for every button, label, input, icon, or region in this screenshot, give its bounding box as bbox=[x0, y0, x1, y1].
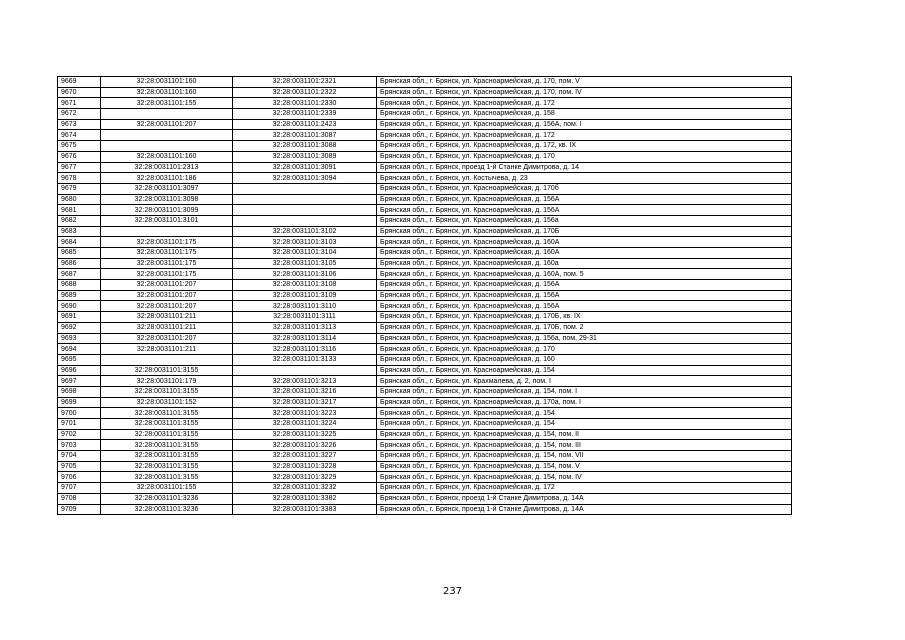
address-cell: Брянская обл., г. Брянск, ул. Красноармейская, д. 154 bbox=[377, 419, 792, 430]
table-row bbox=[58, 109, 792, 120]
table-row bbox=[58, 183, 792, 194]
cadastral-number-cell: 32:28:0031101:3088 bbox=[233, 141, 377, 152]
row-number-cell: 9705 bbox=[58, 461, 101, 472]
row-number-cell: 9709 bbox=[58, 504, 101, 515]
address-cell: Брянская обл., г. Брянск, ул. Красноармейская, д. 160А, пом. 5 bbox=[377, 269, 792, 280]
row-number-cell: 9670 bbox=[58, 87, 101, 98]
table-row bbox=[58, 237, 792, 248]
address-cell: Брянская обл., г. Брянск, ул. Красноармейская, д. 170 bbox=[377, 151, 792, 162]
row-number-cell: 9698 bbox=[58, 386, 101, 397]
cadastral-number-cell: 32:28:0031101:3382 bbox=[233, 493, 377, 504]
parent-cadastral-number-cell: 32:28:0031101:3236 bbox=[101, 504, 233, 515]
address-cell: Брянская обл., г. Брянск, ул. Красноармейская, д. 160А bbox=[377, 237, 792, 248]
cadastral-number-cell: 32:28:0031101:3108 bbox=[233, 280, 377, 291]
cadastral-number-cell: 32:28:0031101:2339 bbox=[233, 109, 377, 120]
table-row bbox=[58, 483, 792, 494]
row-number-cell: 9690 bbox=[58, 301, 101, 312]
address-cell: Брянская обл., г. Брянск, ул. Красноармейская, д. 154, пом. II bbox=[377, 429, 792, 440]
parent-cadastral-number-cell: 32:28:0031101:160 bbox=[101, 151, 233, 162]
parent-cadastral-number-cell: 32:28:0031101:207 bbox=[101, 280, 233, 291]
cadastral-number-cell: 32:28:0031101:3091 bbox=[233, 162, 377, 173]
table-row bbox=[58, 419, 792, 430]
parent-cadastral-number-cell bbox=[101, 141, 233, 152]
table-row bbox=[58, 248, 792, 259]
address-cell: Брянская обл., г. Брянск, ул. Красноармейская, д. 154, пом. VII bbox=[377, 451, 792, 462]
table-row bbox=[58, 301, 792, 312]
parent-cadastral-number-cell: 32:28:0031101:3155 bbox=[101, 440, 233, 451]
row-number-cell: 9704 bbox=[58, 451, 101, 462]
parent-cadastral-number-cell: 32:28:0031101:3155 bbox=[101, 461, 233, 472]
cadastral-number-cell: 32:28:0031101:3102 bbox=[233, 226, 377, 237]
parent-cadastral-number-cell: 32:28:0031101:155 bbox=[101, 483, 233, 494]
address-cell: Брянская обл., г. Брянск, ул. Красноармейская, д. 160 bbox=[377, 354, 792, 365]
parent-cadastral-number-cell: 32:28:0031101:160 bbox=[101, 87, 233, 98]
cadastral-number-cell: 32:28:0031101:3226 bbox=[233, 440, 377, 451]
row-number-cell: 9688 bbox=[58, 280, 101, 291]
cadastral-number-cell: 32:28:0031101:3223 bbox=[233, 408, 377, 419]
parent-cadastral-number-cell: 32:28:0031101:3155 bbox=[101, 365, 233, 376]
parent-cadastral-number-cell: 32:28:0031101:207 bbox=[101, 119, 233, 130]
table-row bbox=[58, 344, 792, 355]
cadastral-number-cell bbox=[233, 194, 377, 205]
table-row bbox=[58, 151, 792, 162]
parent-cadastral-number-cell: 32:28:0031101:179 bbox=[101, 376, 233, 387]
row-number-cell: 9680 bbox=[58, 194, 101, 205]
table-row bbox=[58, 226, 792, 237]
row-number-cell: 9706 bbox=[58, 472, 101, 483]
table-row bbox=[58, 333, 792, 344]
table-row bbox=[58, 215, 792, 226]
row-number-cell: 9702 bbox=[58, 429, 101, 440]
cadastral-number-cell: 32:28:0031101:3113 bbox=[233, 322, 377, 333]
table-row bbox=[58, 280, 792, 291]
cadastral-number-cell: 32:28:0031101:3229 bbox=[233, 472, 377, 483]
parent-cadastral-number-cell: 32:28:0031101:175 bbox=[101, 269, 233, 280]
cadastral-number-cell: 32:28:0031101:3105 bbox=[233, 258, 377, 269]
row-number-cell: 9693 bbox=[58, 333, 101, 344]
table-row bbox=[58, 119, 792, 130]
parent-cadastral-number-cell bbox=[101, 226, 233, 237]
cadastral-number-cell: 32:28:0031101:3383 bbox=[233, 504, 377, 515]
cadastral-number-cell: 32:28:0031101:3116 bbox=[233, 344, 377, 355]
parent-cadastral-number-cell: 32:28:0031101:3236 bbox=[101, 493, 233, 504]
parent-cadastral-number-cell: 32:28:0031101:3155 bbox=[101, 472, 233, 483]
address-cell: Брянская обл., г. Брянск, ул. Красноармейская, д. 158 bbox=[377, 109, 792, 120]
parent-cadastral-number-cell: 32:28:0031101:3155 bbox=[101, 451, 233, 462]
row-number-cell: 9685 bbox=[58, 248, 101, 259]
cadastral-number-cell: 32:28:0031101:3089 bbox=[233, 151, 377, 162]
page-number: 237 bbox=[442, 586, 463, 597]
row-number-cell: 9686 bbox=[58, 258, 101, 269]
address-cell: Брянская обл., г. Брянск, ул. Крахмалева, д. 2, пом. I bbox=[377, 376, 792, 387]
address-cell: Брянская обл., г. Брянск, ул. Красноармейская, д. 170 bbox=[377, 344, 792, 355]
address-cell: Брянская обл., г. Брянск, проезд 1-й Станке Димитрова, д. 14 bbox=[377, 162, 792, 173]
address-cell: Брянская обл., г. Брянск, ул. Красноармейская, д. 170, пом. IV bbox=[377, 87, 792, 98]
parent-cadastral-number-cell: 32:28:0031101:3101 bbox=[101, 215, 233, 226]
cadastral-number-cell: 32:28:0031101:2330 bbox=[233, 98, 377, 109]
row-number-cell: 9674 bbox=[58, 130, 101, 141]
row-number-cell: 9703 bbox=[58, 440, 101, 451]
row-number-cell: 9673 bbox=[58, 119, 101, 130]
parent-cadastral-number-cell bbox=[101, 354, 233, 365]
row-number-cell: 9696 bbox=[58, 365, 101, 376]
parent-cadastral-number-cell: 32:28:0031101:152 bbox=[101, 397, 233, 408]
address-cell: Брянская обл., г. Брянск, ул. Красноармейская, д. 170Б bbox=[377, 226, 792, 237]
address-cell: Брянская обл., г. Брянск, проезд 1-й Станке Димитрова, д. 14А bbox=[377, 504, 792, 515]
cadastral-number-cell: 32:28:0031101:3110 bbox=[233, 301, 377, 312]
row-number-cell: 9681 bbox=[58, 205, 101, 216]
parent-cadastral-number-cell: 32:28:0031101:160 bbox=[101, 77, 233, 88]
cadastral-number-cell: 32:28:0031101:3228 bbox=[233, 461, 377, 472]
address-cell: Брянская обл., г. Брянск, ул. Красноармейская, д. 154, пом. I bbox=[377, 386, 792, 397]
cadastral-number-cell: 32:28:0031101:3104 bbox=[233, 248, 377, 259]
address-cell: Брянская обл., г. Брянск, ул. Красноармейская, д. 156а, пом. 29-31 bbox=[377, 333, 792, 344]
row-number-cell: 9671 bbox=[58, 98, 101, 109]
row-number-cell: 9684 bbox=[58, 237, 101, 248]
table-row bbox=[58, 472, 792, 483]
address-cell: Брянская обл., г. Брянск, ул. Красноармейская, д. 172 bbox=[377, 98, 792, 109]
parent-cadastral-number-cell: 32:28:0031101:3099 bbox=[101, 205, 233, 216]
table-row bbox=[58, 141, 792, 152]
row-number-cell: 9699 bbox=[58, 397, 101, 408]
cadastral-number-cell: 32:28:0031101:3109 bbox=[233, 290, 377, 301]
address-cell: Брянская обл., г. Брянск, ул. Красноармейская, д. 170б bbox=[377, 183, 792, 194]
table-row bbox=[58, 354, 792, 365]
cadastral-table bbox=[57, 76, 792, 515]
row-number-cell: 9700 bbox=[58, 408, 101, 419]
parent-cadastral-number-cell: 32:28:0031101:3155 bbox=[101, 386, 233, 397]
parent-cadastral-number-cell: 32:28:0031101:3098 bbox=[101, 194, 233, 205]
table-row bbox=[58, 408, 792, 419]
parent-cadastral-number-cell: 32:28:0031101:3155 bbox=[101, 408, 233, 419]
address-cell: Брянская обл., г. Брянск, ул. Красноармейская, д. 170Б, пом. 2 bbox=[377, 322, 792, 333]
table-row bbox=[58, 429, 792, 440]
address-cell: Брянская обл., г. Брянск, ул. Красноармейская, д. 160а bbox=[377, 258, 792, 269]
address-cell: Брянская обл., г. Брянск, ул. Красноармейская, д. 154, пом. V bbox=[377, 461, 792, 472]
cadastral-number-cell: 32:28:0031101:3232 bbox=[233, 483, 377, 494]
cadastral-number-cell bbox=[233, 183, 377, 194]
address-cell: Брянская обл., г. Брянск, ул. Красноармейская, д. 156А, пом. I bbox=[377, 119, 792, 130]
parent-cadastral-number-cell: 32:28:0031101:175 bbox=[101, 237, 233, 248]
row-number-cell: 9687 bbox=[58, 269, 101, 280]
address-cell: Брянская обл., г. Брянск, ул. Красноармейская, д. 154 bbox=[377, 408, 792, 419]
parent-cadastral-number-cell: 32:28:0031101:2313 bbox=[101, 162, 233, 173]
cadastral-number-cell: 32:28:0031101:3111 bbox=[233, 312, 377, 323]
address-cell: Брянская обл., г. Брянск, ул. Красноармейская, д. 156А bbox=[377, 301, 792, 312]
address-cell: Брянская обл., г. Брянск, ул. Красноармейская, д. 154, пом. IV bbox=[377, 472, 792, 483]
address-cell: Брянская обл., г. Брянск, ул. Красноармейская, д. 170, пом. V bbox=[377, 77, 792, 88]
table-row bbox=[58, 173, 792, 184]
parent-cadastral-number-cell: 32:28:0031101:3155 bbox=[101, 419, 233, 430]
cadastral-number-cell: 32:28:0031101:3103 bbox=[233, 237, 377, 248]
row-number-cell: 9708 bbox=[58, 493, 101, 504]
row-number-cell: 9682 bbox=[58, 215, 101, 226]
cadastral-number-cell: 32:28:0031101:3133 bbox=[233, 354, 377, 365]
table-row bbox=[58, 312, 792, 323]
address-cell: Брянская обл., г. Брянск, ул. Красноармейская, д. 156А bbox=[377, 194, 792, 205]
parent-cadastral-number-cell: 32:28:0031101:211 bbox=[101, 344, 233, 355]
parent-cadastral-number-cell: 32:28:0031101:207 bbox=[101, 333, 233, 344]
row-number-cell: 9676 bbox=[58, 151, 101, 162]
cadastral-number-cell: 32:28:0031101:3213 bbox=[233, 376, 377, 387]
row-number-cell: 9697 bbox=[58, 376, 101, 387]
table-row bbox=[58, 386, 792, 397]
address-cell: Брянская обл., г. Брянск, ул. Красноармейская, д. 154 bbox=[377, 365, 792, 376]
table-row bbox=[58, 365, 792, 376]
table-row bbox=[58, 504, 792, 515]
address-cell: Брянская обл., г. Брянск, ул. Костычева, д. 23 bbox=[377, 173, 792, 184]
parent-cadastral-number-cell: 32:28:0031101:207 bbox=[101, 290, 233, 301]
table-row bbox=[58, 461, 792, 472]
cadastral-number-cell: 32:28:0031101:3225 bbox=[233, 429, 377, 440]
table-body bbox=[58, 77, 792, 515]
address-cell: Брянская обл., г. Брянск, ул. Красноармейская, д. 156а bbox=[377, 215, 792, 226]
address-cell: Брянская обл., г. Брянск, ул. Красноармейская, д. 154, пом. III bbox=[377, 440, 792, 451]
cadastral-number-cell: 32:28:0031101:2322 bbox=[233, 87, 377, 98]
cadastral-number-cell: 32:28:0031101:2423 bbox=[233, 119, 377, 130]
address-cell: Брянская обл., г. Брянск, ул. Красноармейская, д. 172, кв. IX bbox=[377, 141, 792, 152]
table-row bbox=[58, 397, 792, 408]
row-number-cell: 9683 bbox=[58, 226, 101, 237]
cadastral-number-cell: 32:28:0031101:3106 bbox=[233, 269, 377, 280]
row-number-cell: 9672 bbox=[58, 109, 101, 120]
address-cell: Брянская обл., г. Брянск, ул. Красноармейская, д. 170Б, кв. IX bbox=[377, 312, 792, 323]
parent-cadastral-number-cell bbox=[101, 130, 233, 141]
address-cell: Брянская обл., г. Брянск, ул. Красноармейская, д. 160А bbox=[377, 248, 792, 259]
address-cell: Брянская обл., г. Брянск, ул. Красноармейская, д. 156А bbox=[377, 205, 792, 216]
table-row bbox=[58, 493, 792, 504]
row-number-cell: 9707 bbox=[58, 483, 101, 494]
parent-cadastral-number-cell: 32:28:0031101:3097 bbox=[101, 183, 233, 194]
table-row bbox=[58, 322, 792, 333]
cadastral-number-cell: 32:28:0031101:3094 bbox=[233, 173, 377, 184]
table-row bbox=[58, 376, 792, 387]
address-cell: Брянская обл., г. Брянск, ул. Красноармейская, д. 156А bbox=[377, 290, 792, 301]
address-cell: Брянская обл., г. Брянск, ул. Красноармейская, д. 156А bbox=[377, 280, 792, 291]
row-number-cell: 9694 bbox=[58, 344, 101, 355]
parent-cadastral-number-cell bbox=[101, 109, 233, 120]
table-row bbox=[58, 269, 792, 280]
cadastral-number-cell: 32:28:0031101:3227 bbox=[233, 451, 377, 462]
table-row bbox=[58, 98, 792, 109]
parent-cadastral-number-cell: 32:28:0031101:3155 bbox=[101, 429, 233, 440]
address-cell: Брянская обл., г. Брянск, ул. Красноармейская, д. 172 bbox=[377, 483, 792, 494]
table-row bbox=[58, 87, 792, 98]
table-row bbox=[58, 451, 792, 462]
table-row bbox=[58, 194, 792, 205]
row-number-cell: 9675 bbox=[58, 141, 101, 152]
cadastral-number-cell bbox=[233, 215, 377, 226]
row-number-cell: 9691 bbox=[58, 312, 101, 323]
cadastral-number-cell: 32:28:0031101:3216 bbox=[233, 386, 377, 397]
row-number-cell: 9677 bbox=[58, 162, 101, 173]
address-cell: Брянская обл., г. Брянск, ул. Красноармейская, д. 172 bbox=[377, 130, 792, 141]
table-row bbox=[58, 290, 792, 301]
cadastral-number-cell bbox=[233, 365, 377, 376]
cadastral-number-cell: 32:28:0031101:3087 bbox=[233, 130, 377, 141]
row-number-cell: 9689 bbox=[58, 290, 101, 301]
row-number-cell: 9701 bbox=[58, 419, 101, 430]
parent-cadastral-number-cell: 32:28:0031101:175 bbox=[101, 248, 233, 259]
row-number-cell: 9692 bbox=[58, 322, 101, 333]
row-number-cell: 9678 bbox=[58, 173, 101, 184]
table-row bbox=[58, 130, 792, 141]
parent-cadastral-number-cell: 32:28:0031101:211 bbox=[101, 322, 233, 333]
parent-cadastral-number-cell: 32:28:0031101:155 bbox=[101, 98, 233, 109]
parent-cadastral-number-cell: 32:28:0031101:175 bbox=[101, 258, 233, 269]
row-number-cell: 9669 bbox=[58, 77, 101, 88]
cadastral-number-cell bbox=[233, 205, 377, 216]
cadastral-number-cell: 32:28:0031101:3114 bbox=[233, 333, 377, 344]
cadastral-number-cell: 32:28:0031101:3224 bbox=[233, 419, 377, 430]
table-row bbox=[58, 162, 792, 173]
parent-cadastral-number-cell: 32:28:0031101:211 bbox=[101, 312, 233, 323]
address-cell: Брянская обл., г. Брянск, ул. Красноармейская, д. 170а, пом. I bbox=[377, 397, 792, 408]
row-number-cell: 9695 bbox=[58, 354, 101, 365]
parent-cadastral-number-cell: 32:28:0031101:207 bbox=[101, 301, 233, 312]
parent-cadastral-number-cell: 32:28:0031101:186 bbox=[101, 173, 233, 184]
address-cell: Брянская обл., г. Брянск, проезд 1-й Станке Димитрова, д. 14А bbox=[377, 493, 792, 504]
cadastral-number-cell: 32:28:0031101:2321 bbox=[233, 77, 377, 88]
table-row bbox=[58, 205, 792, 216]
table-row bbox=[58, 258, 792, 269]
cadastral-number-cell: 32:28:0031101:3217 bbox=[233, 397, 377, 408]
table-row bbox=[58, 440, 792, 451]
table-row bbox=[58, 77, 792, 88]
row-number-cell: 9679 bbox=[58, 183, 101, 194]
